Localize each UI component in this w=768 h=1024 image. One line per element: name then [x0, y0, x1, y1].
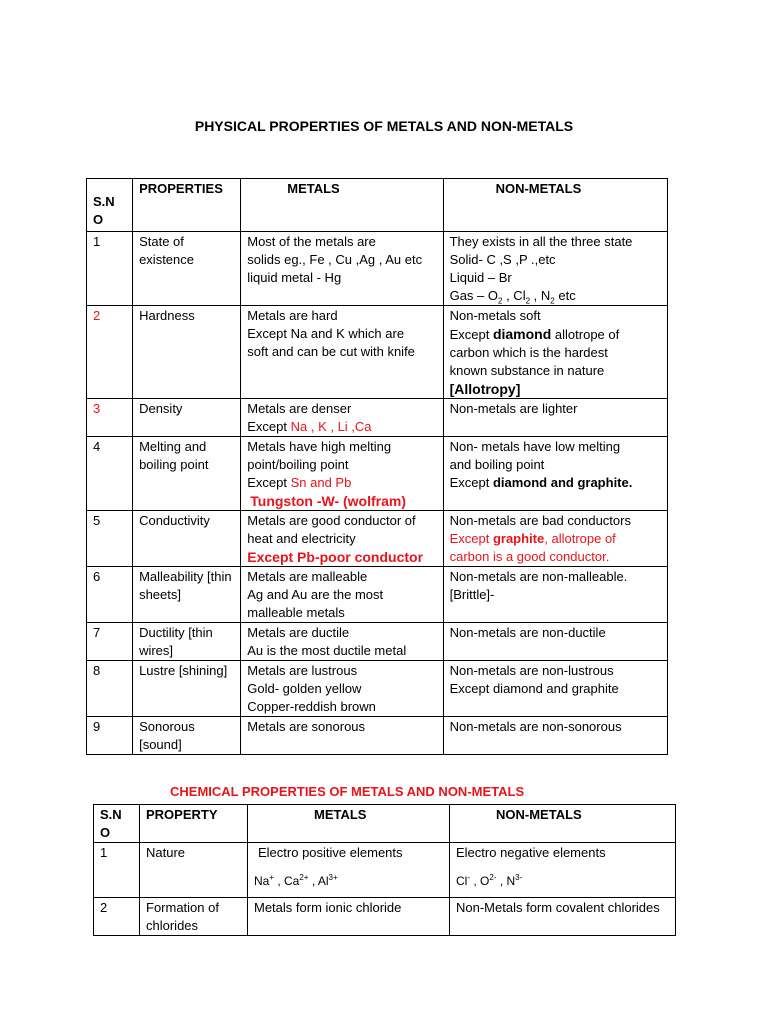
row-nonmetals: Non-metals are bad conductors Except graphite, allotrope of carbon is a good conductor.: [443, 511, 667, 567]
row-nonmetals: They exists in all the three state Solid- C ,S ,P .,etc Liquid – Br Gas – $O_2$ , $Cl_2$ , $N_2$ etc: [443, 232, 667, 306]
header-sno: S.N O: [94, 805, 140, 843]
row-nonmetals: Non-Metals form covalent chlorides: [450, 898, 676, 936]
table-row: [87, 623, 668, 661]
row-metals: Metals have high melting point/boiling point Except Sn and Pb Tungston -W- (wolfram): [241, 437, 443, 511]
row-nonmetals: Non-metals are non-ductile: [443, 623, 667, 661]
row-property: State of existence: [133, 232, 241, 306]
row-property: Sonorous [sound]: [133, 717, 241, 755]
row-nonmetals: Non-metals are non-sonorous: [443, 717, 667, 755]
row-property: Hardness: [133, 306, 241, 399]
header-metals: METALS: [248, 805, 450, 843]
row-sno: 7: [87, 623, 133, 661]
table-row: [87, 399, 668, 437]
row-metals: Metals are sonorous: [241, 717, 443, 755]
row-property: Malleability [thin sheets]: [133, 567, 241, 623]
row-property: Formation of chlorides: [140, 898, 248, 936]
row-property: Conductivity: [133, 511, 241, 567]
row-sno: 1: [87, 232, 133, 306]
row-sno: 4: [87, 437, 133, 511]
header-sno: S.N O: [87, 179, 133, 232]
row-sno: 8: [87, 661, 133, 717]
table-row: [87, 567, 668, 623]
table-row: [87, 232, 668, 306]
row-metals: Most of the metals are solids eg., Fe , Cu ,Ag , Au etc liquid metal - Hg: [241, 232, 443, 306]
row-metals: Electro positive elements Na+ , $Ca^{2+}$ , $Al^{3+}$: [248, 843, 450, 898]
physical-properties-table: [86, 178, 668, 755]
row-nonmetals: Non- metals have low melting and boiling point Except diamond and graphite.: [443, 437, 667, 511]
header-nonmetals: NON-METALS: [443, 179, 667, 232]
table-header-row: [87, 179, 668, 232]
row-property: Lustre [shining]: [133, 661, 241, 717]
table-row: [87, 661, 668, 717]
row-sno: 6: [87, 567, 133, 623]
row-property: Melting and boiling point: [133, 437, 241, 511]
row-sno: 2: [87, 306, 133, 399]
row-property: Nature: [140, 843, 248, 898]
header-property: PROPERTY: [140, 805, 248, 843]
row-nonmetals: Electro negative elements Cl- , $O^{2-}$ , $N^{3-}$: [450, 843, 676, 898]
table-row: [94, 898, 676, 936]
physical-properties-title: PHYSICAL PROPERTIES OF METALS AND NON-METALS: [194, 118, 574, 134]
row-metals: Metals form ionic chloride: [248, 898, 450, 936]
row-metals: Metals are hard Except Na and K which are soft and can be cut with knife: [241, 306, 443, 399]
table-row: [94, 843, 676, 898]
row-sno: 9: [87, 717, 133, 755]
row-metals: Metals are good conductor of heat and electricity Except Pb-poor conductor: [241, 511, 443, 567]
row-nonmetals: Non-metals are non-malleable. [Brittle]-: [443, 567, 667, 623]
row-sno: 2: [94, 898, 140, 936]
row-property: Density: [133, 399, 241, 437]
row-metals: Metals are lustrous Gold- golden yellow Copper-reddish brown: [241, 661, 443, 717]
header-properties: PROPERTIES: [133, 179, 241, 232]
table-row: [87, 437, 668, 511]
row-nonmetals: Non-metals are lighter: [443, 399, 667, 437]
row-metals: Metals are malleable Ag and Au are the most malleable metals: [241, 567, 443, 623]
row-property: Ductility [thin wires]: [133, 623, 241, 661]
table-row: [87, 306, 668, 399]
row-metals: Metals are ductile Au is the most ductile metal: [241, 623, 443, 661]
chemical-properties-title: CHEMICAL PROPERTIES OF METALS AND NON-METALS: [170, 784, 525, 799]
table-row: [87, 511, 668, 567]
chemical-properties-table: [93, 804, 676, 936]
header-metals: METALS: [241, 179, 443, 232]
row-metals: Metals are denser Except Na , K , Li ,Ca: [241, 399, 443, 437]
row-sno: 3: [87, 399, 133, 437]
row-nonmetals: Non-metals are non-lustrous Except diamond and graphite: [443, 661, 667, 717]
table-row: [87, 717, 668, 755]
table-header-row: [94, 805, 676, 843]
row-nonmetals: Non-metals soft Except diamond allotrope of carbon which is the hardest known substance in nature [Allotropy]: [443, 306, 667, 399]
row-sno: 5: [87, 511, 133, 567]
row-sno: 1: [94, 843, 140, 898]
header-nonmetals: NON-METALS: [450, 805, 676, 843]
